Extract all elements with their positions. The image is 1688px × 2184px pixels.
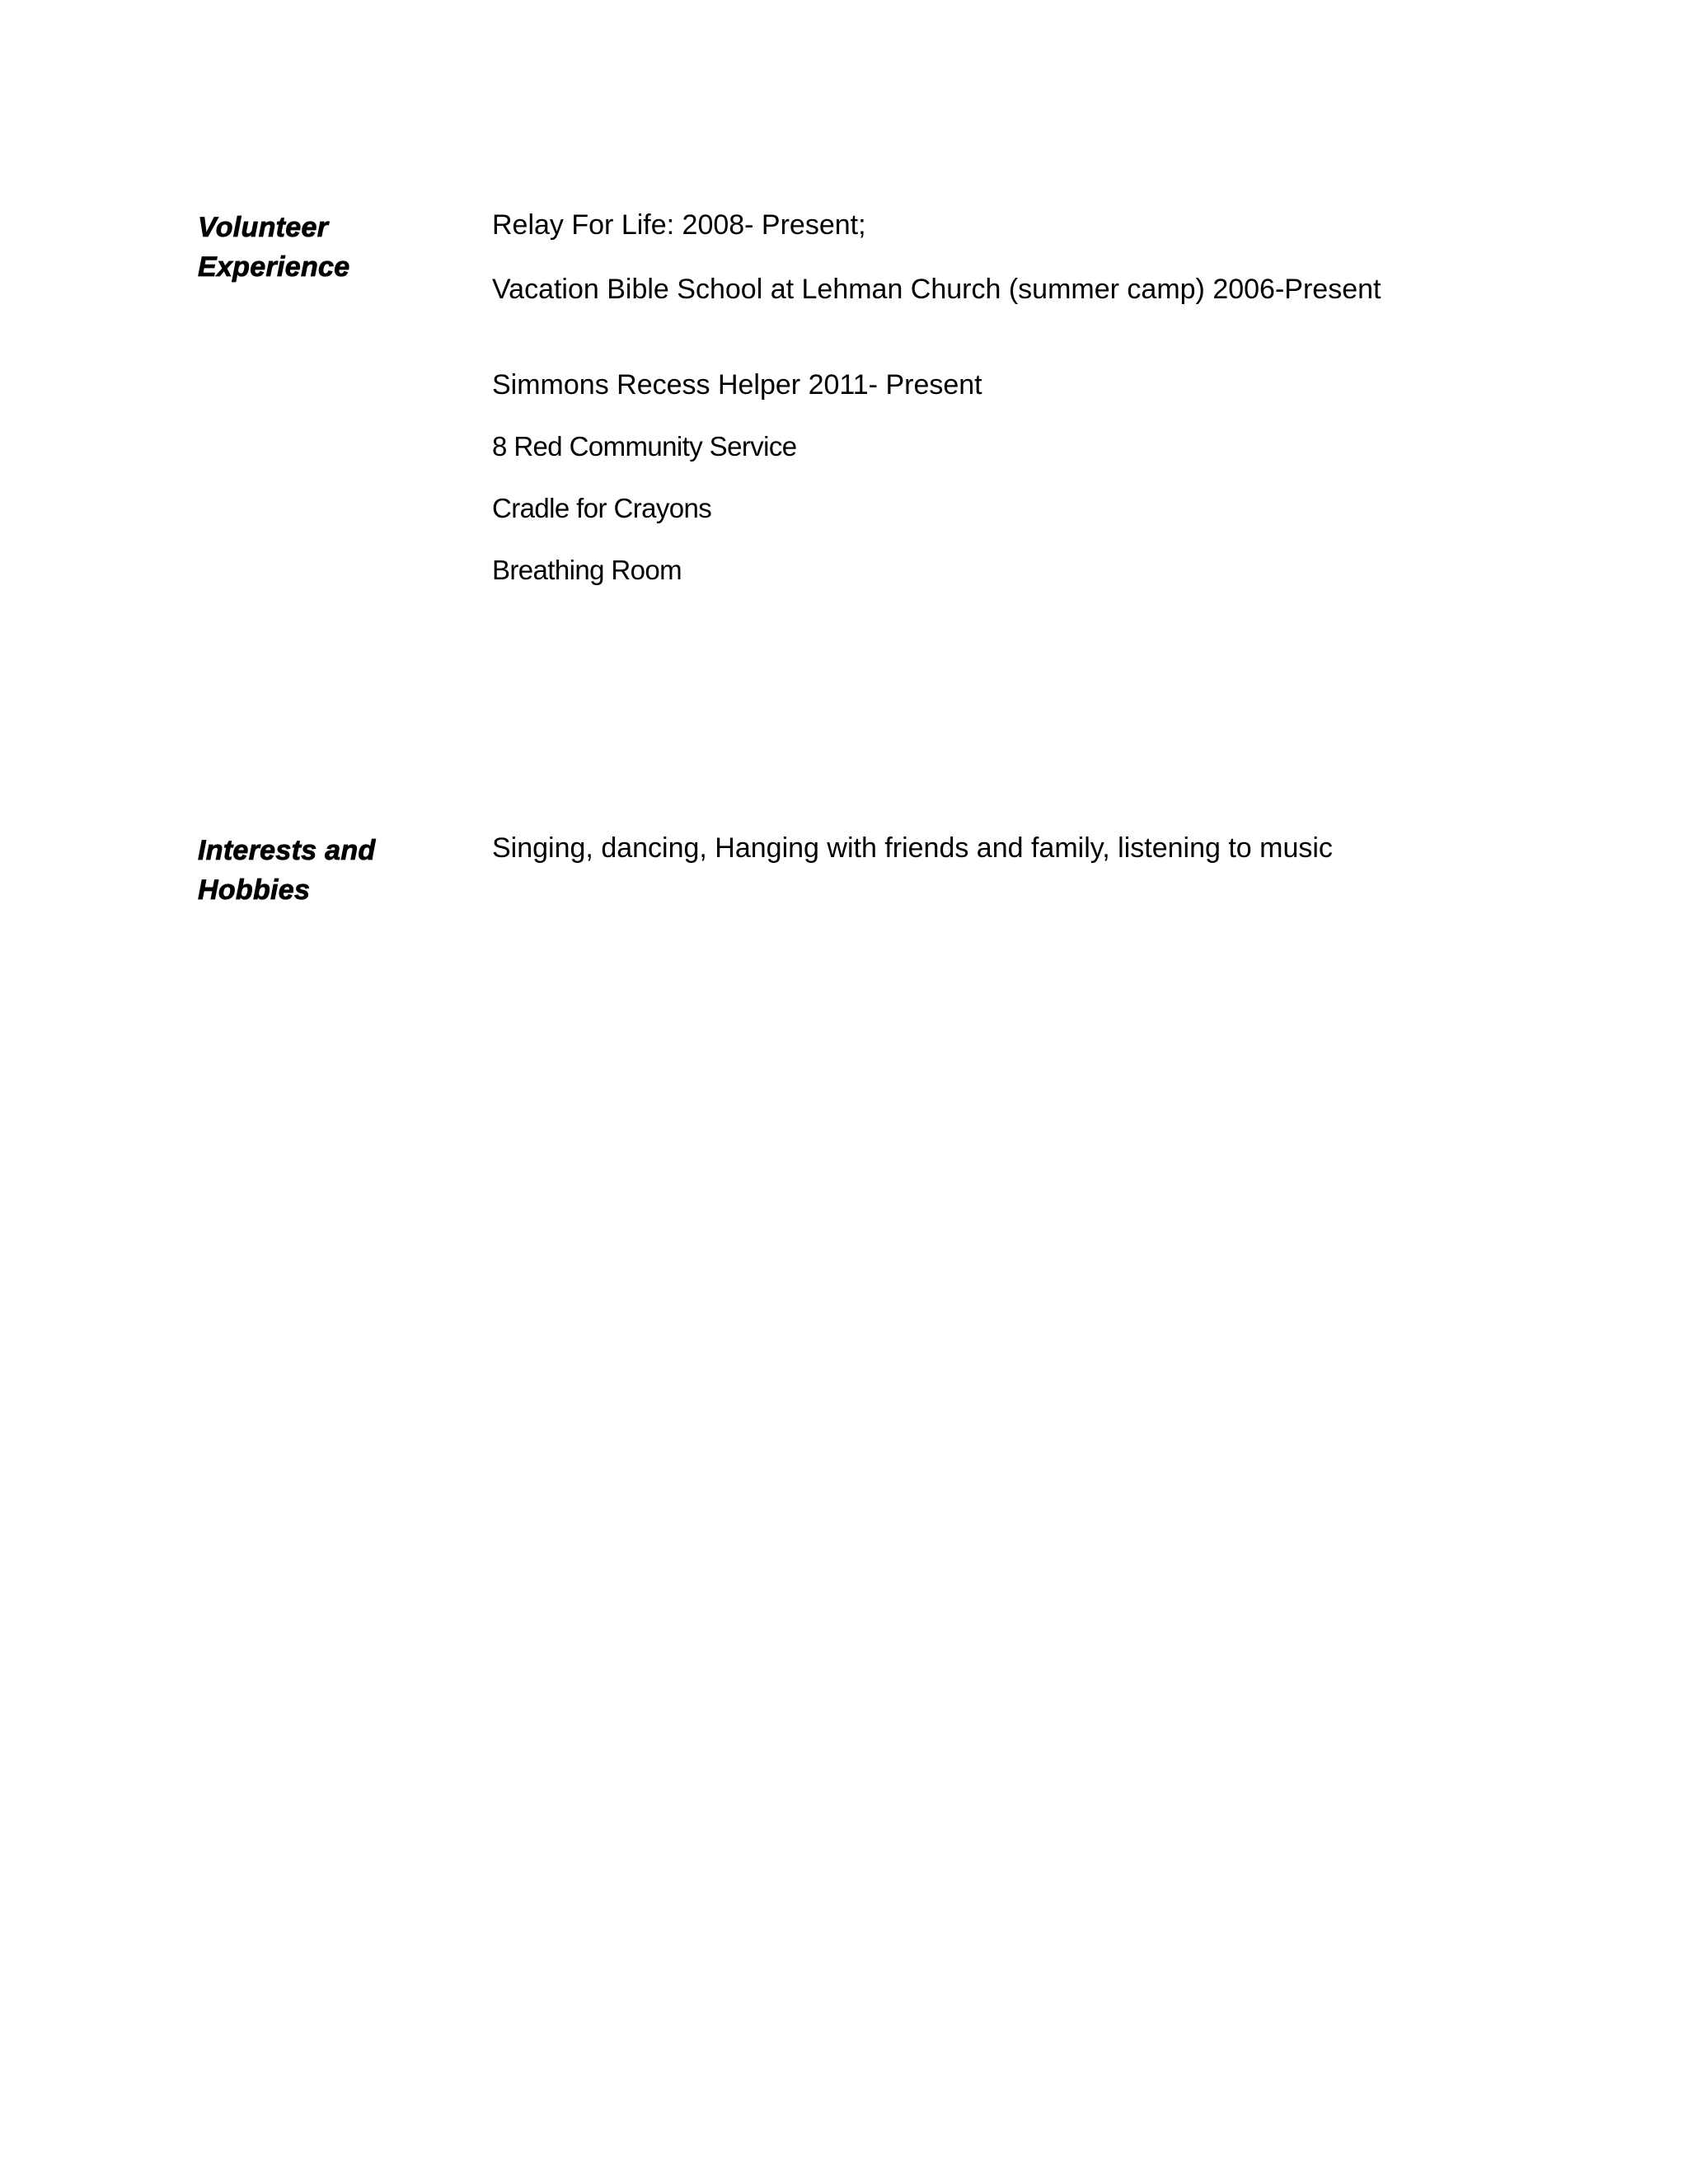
volunteer-item-8-red-community-service: 8 Red Community Service [492,431,797,462]
heading-line: Hobbies [198,874,311,906]
volunteer-item-relay-for-life: Relay For Life: 2008- Present; [492,209,866,241]
interests-hobbies-section [0,0,1688,989]
heading-line: Interests and [198,835,376,866]
volunteer-item-simmons-recess-helper: Simmons Recess Helper 2011- Present [492,369,982,401]
heading-line: Experience [198,251,350,283]
interests-hobbies-text: Singing, dancing, Hanging with friends and family, listening to music [492,832,1333,864]
volunteer-item-breathing-room: Breathing Room [492,555,682,585]
heading-line: Volunteer [198,212,329,243]
interests-hobbies-heading [198,831,462,910]
volunteer-item-vacation-bible-school: Vacation Bible School at Lehman Church (summer camp) 2006-Present [492,274,1381,305]
volunteer-item-cradle-for-crayons: Cradle for Crayons [492,493,712,523]
